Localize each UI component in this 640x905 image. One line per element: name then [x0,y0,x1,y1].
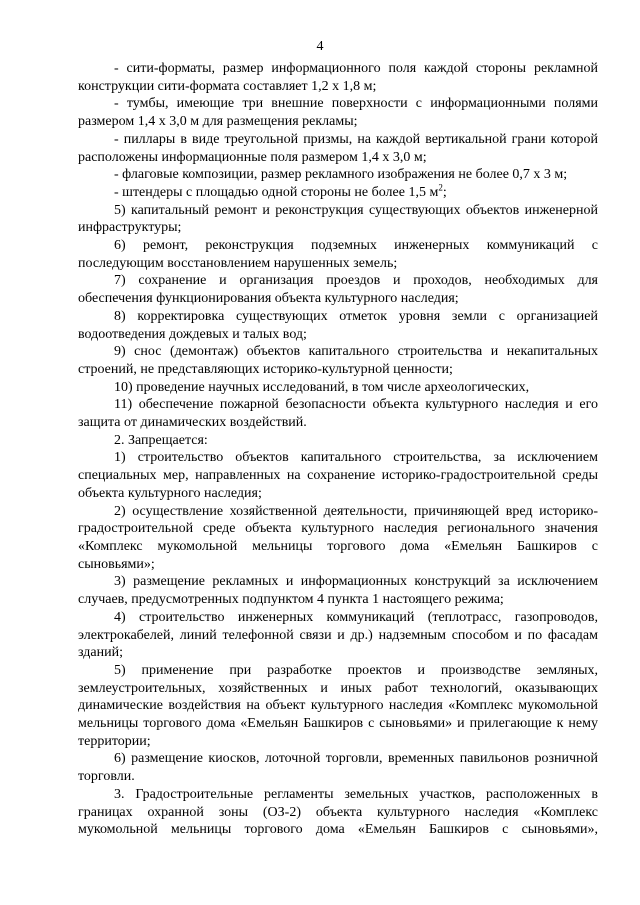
paragraph-shtenders [78,184,598,202]
paragraph-prohibited-6: 6) размещение киосков, лоточной торговли, временных павильонов розничной торговли. [78,751,598,785]
paragraph-item-8: 8) корректировка существующих отметок уровня земли с организацией водоотведения дождевых и талых вод; [78,308,598,342]
page-number: 4 [316,39,324,54]
paragraph-prohibited-3: 3) размещение рекламных и информационных конструкций за исключением случаев, предусмотренных подпунктом 4 пункта 1 настоящего режима; [78,574,598,608]
shtender-end: ; [442,184,447,200]
paragraph-item-7: 7) сохранение и организация проездов и проходов, необходимых для обеспечения функционирования объекта культурного наследия; [78,273,598,307]
paragraph-prohibited-5: 5) применение при разработке проектов и производстве земляных, землеустроительных, хозяйственных и иных работ технологий, оказывающих динамические воздействия на объект культурного наследия «Комплекс мукомольной мельницы торгового дома «Емельян Башкиров с сыновьями» и прилегающие к нему территории; [78,662,598,749]
paragraph-item-5: 5) капитальный ремонт и реконструкция существующих объектов инженерной инфраструктуры; [78,202,598,236]
paragraph-item-10: 10) проведение научных исследований, в том числе археологических, [114,379,530,395]
paragraph-prohibited-2: 2) осуществление хозяйственной деятельности, причиняющей вред историко-градостроительной среде объекта культурного наследия регионального значения «Комплекс мукомольной мельницы торгового дома «Емельян Башкиров с сыновьями»; [78,503,598,572]
paragraph-prohibited-4: 4) строительство инженерных коммуникаций (теплотрасс, газопроводов, электрокабелей, линий телефонной связи и др.) надземным способом и по фасадам зданий; [78,609,598,661]
paragraph-pedestals: - тумбы, имеющие три внешние поверхности с информационными полями размером 1,4 х 3,0 м для размещения рекламы; [78,96,598,130]
paragraph-flag-compositions: - флаговые композиции, размер рекламного изображения не более 0,7 х 3 м; [114,167,568,183]
paragraph-city-formats: - сити-форматы, размер информационного поля каждой стороны рекламной конструкции сити-формата составляет 1,2 х 1,8 м; [78,61,598,94]
paragraph-pillars: - пиллары в виде треугольной призмы, на каждой вертикальной грани которой расположены информационные поля размером 1,4 х 3,0 м; [78,131,598,165]
document-body [78,60,598,839]
paragraph-section-2-heading: 2. Запрещается: [114,432,208,448]
paragraph-item-11: 11) обеспечение пожарной безопасности объекта культурного наследия и его защита от динамических воздействий. [78,397,598,431]
shtender-superscript: 2 [438,182,443,193]
paragraph-prohibited-1: 1) строительство объектов капитального строительства, за исключением специальных мер, направленных на сохранение историко-градостроительной среды объекта культурного наследия; [78,450,598,501]
paragraph-item-9: 9) снос (демонтаж) объектов капитального строительства и некапитальных строений, не представляющих историко-культурной ценности; [78,344,598,377]
paragraph-item-6: 6) ремонт, реконструкция подземных инженерных коммуникаций с последующим восстановлением нарушенных земель; [78,238,598,271]
paragraph-section-3: 3. Градостроительные регламенты земельных участков, расположенных в границах охранной зоны (ОЗ-2) объекта культурного наследия «Комплекс мукомольной мельницы торгового дома «Емельян Башкиров с сыновьями», [78,786,598,838]
shtender-text: - штендеры с площадью одной стороны не более 1,5 м [114,184,439,200]
